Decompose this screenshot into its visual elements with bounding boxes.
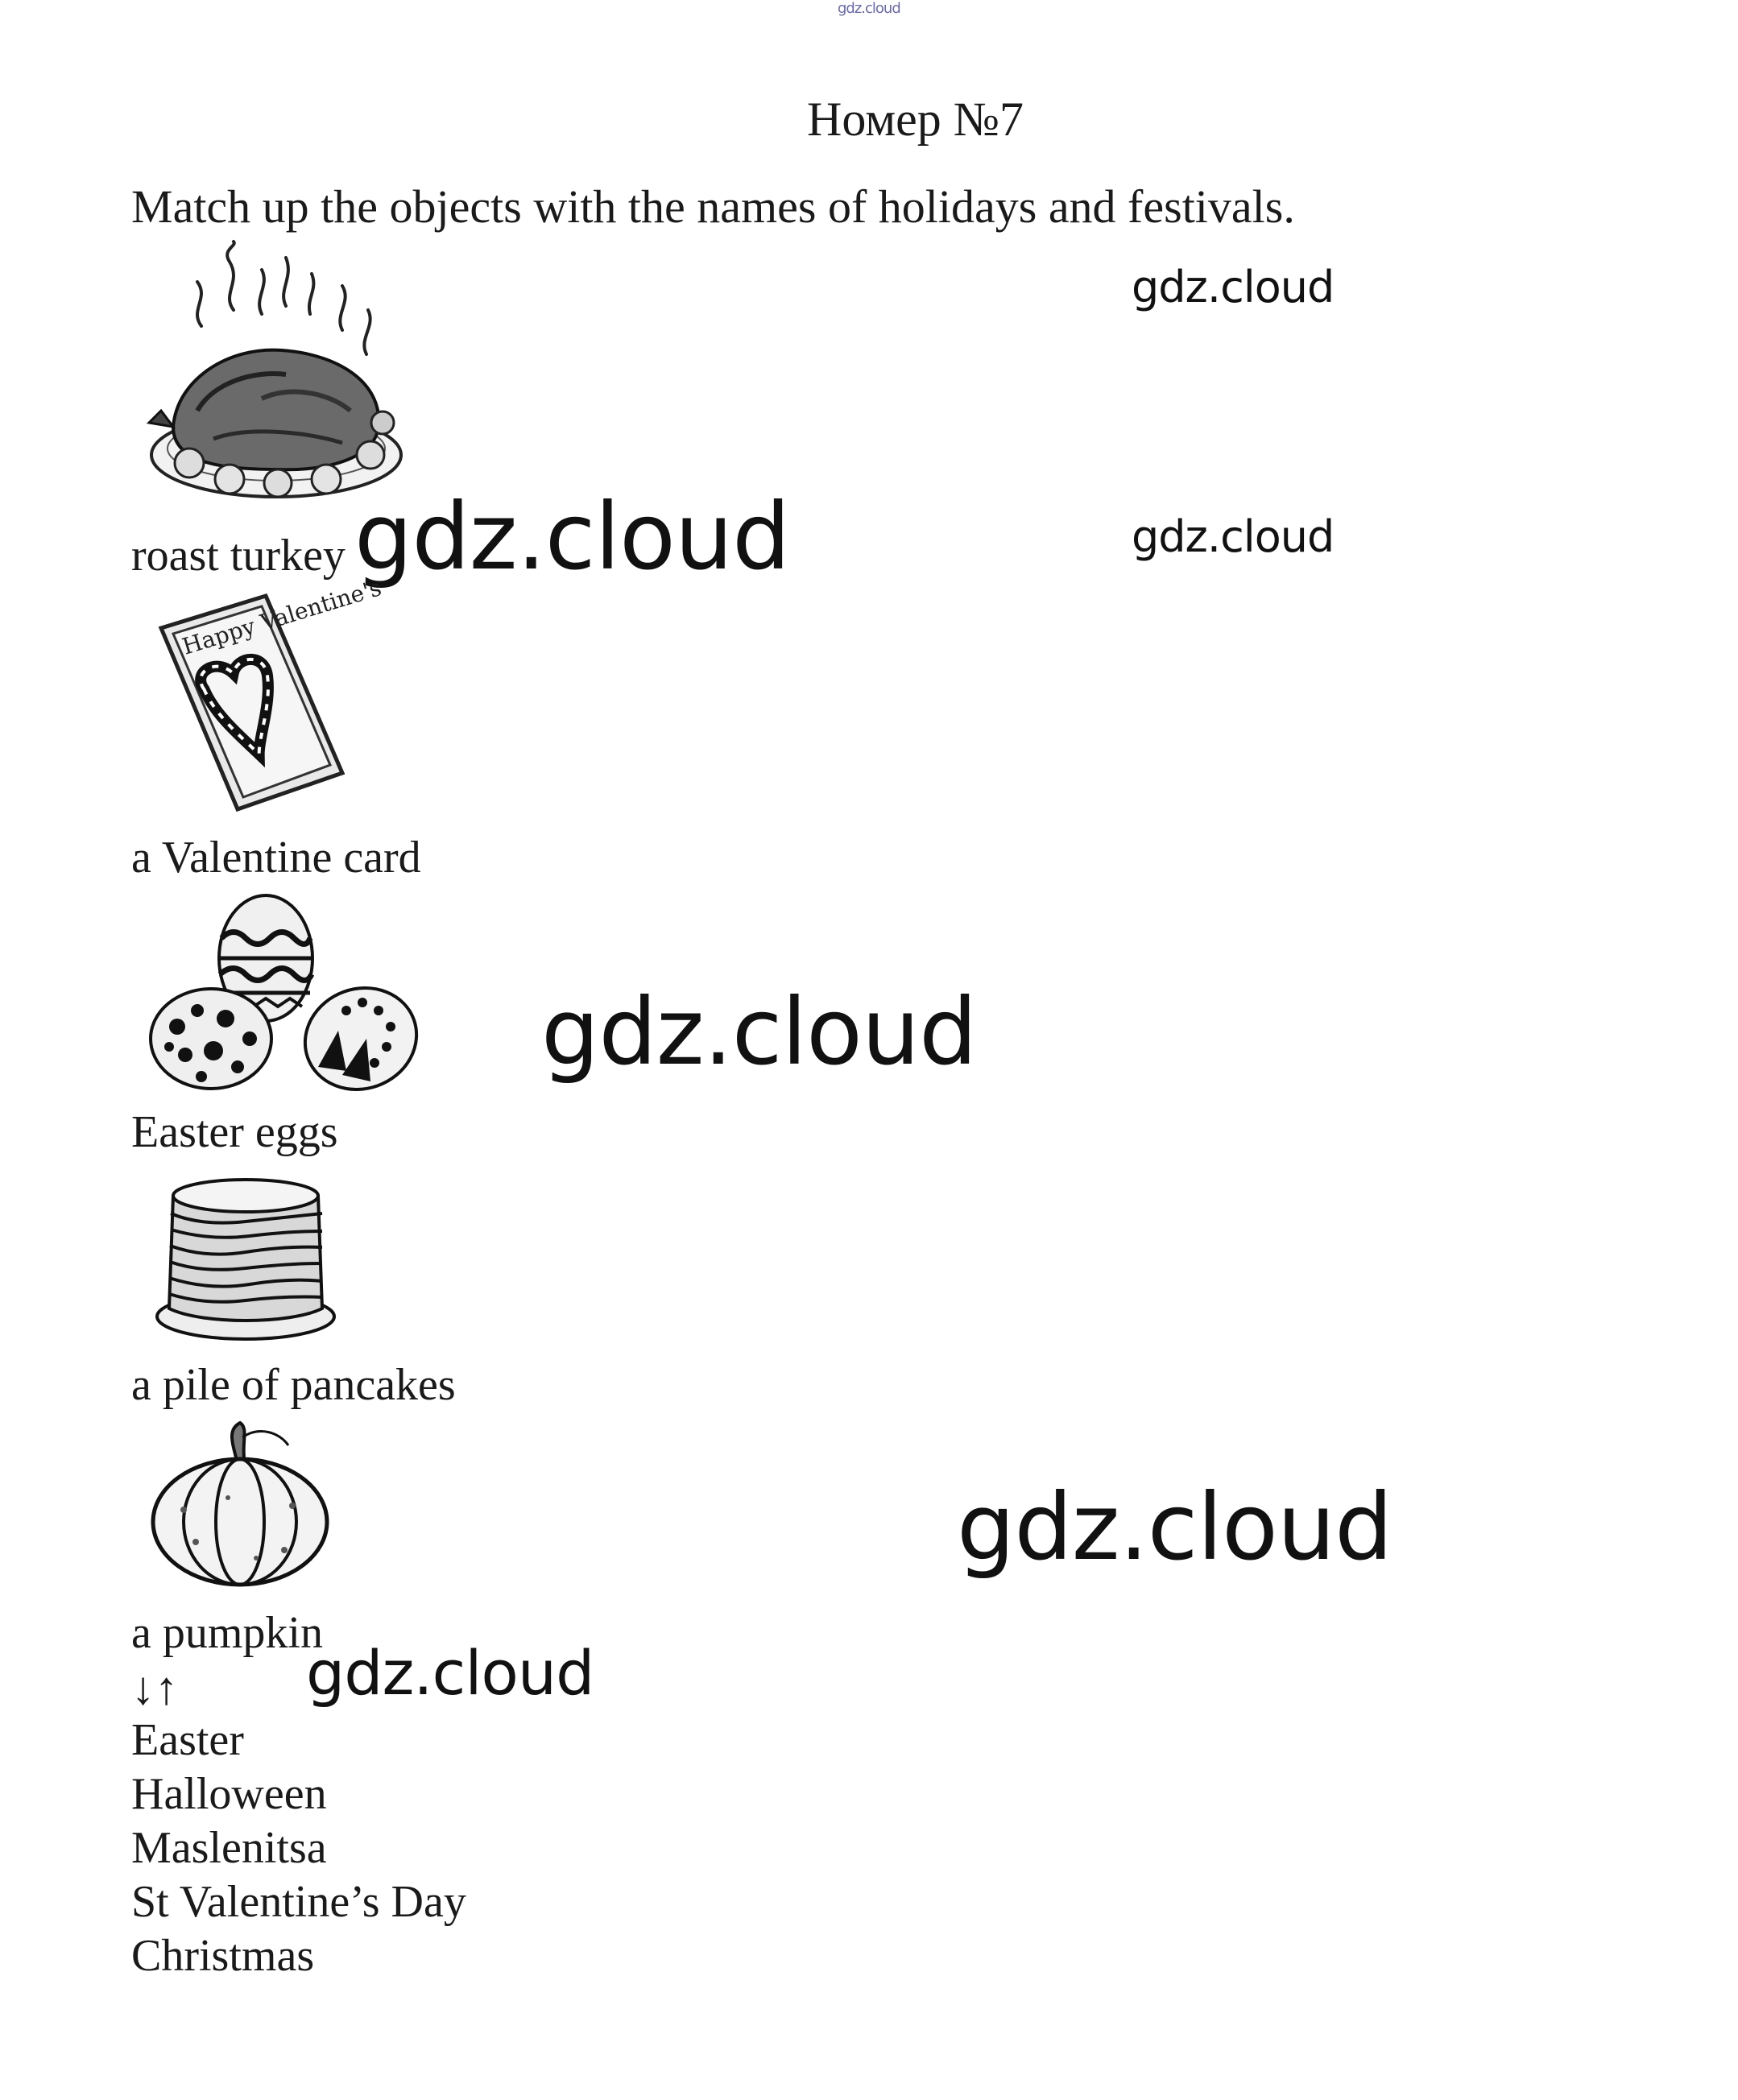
object-label-pancakes: a pile of pancakes [131, 1360, 456, 1410]
card-text: Happy Valentine's [179, 574, 385, 660]
object-label-roast-turkey: roast turkey [131, 531, 346, 581]
holiday-st-valentines-day: St Valentine’s Day [131, 1877, 466, 1927]
object-label-pumpkin: a pumpkin [131, 1608, 323, 1658]
object-label-easter-eggs: Easter eggs [131, 1107, 338, 1157]
watermark-5: gdz.cloud [957, 1474, 1392, 1581]
watermark-1: gdz.cloud [1132, 262, 1335, 312]
top-watermark: gdz.cloud [838, 0, 900, 17]
roast-turkey-icon [141, 238, 407, 515]
watermark-2: gdz.cloud [1132, 511, 1335, 562]
holiday-easter: Easter [131, 1715, 244, 1765]
valentine-card-icon [153, 574, 385, 813]
page-title: Номер №7 [807, 93, 1024, 146]
watermark-6: gdz.cloud [306, 1637, 594, 1709]
match-arrows: ↓↑ [131, 1662, 178, 1714]
holiday-maslenitsa: Maslenitsa [131, 1823, 327, 1873]
easter-eggs-icon [145, 890, 427, 1107]
pumpkin-icon [147, 1421, 333, 1590]
holiday-halloween: Halloween [131, 1769, 327, 1819]
pancakes-icon [153, 1164, 338, 1349]
instruction-text: Match up the objects with the names of holidays and festivals. [131, 180, 1295, 233]
object-label-valentine-card: a Valentine card [131, 833, 421, 883]
watermark-4: gdz.cloud [541, 978, 977, 1085]
watermark-3: gdz.cloud [354, 483, 790, 590]
holiday-christmas: Christmas [131, 1931, 315, 1981]
